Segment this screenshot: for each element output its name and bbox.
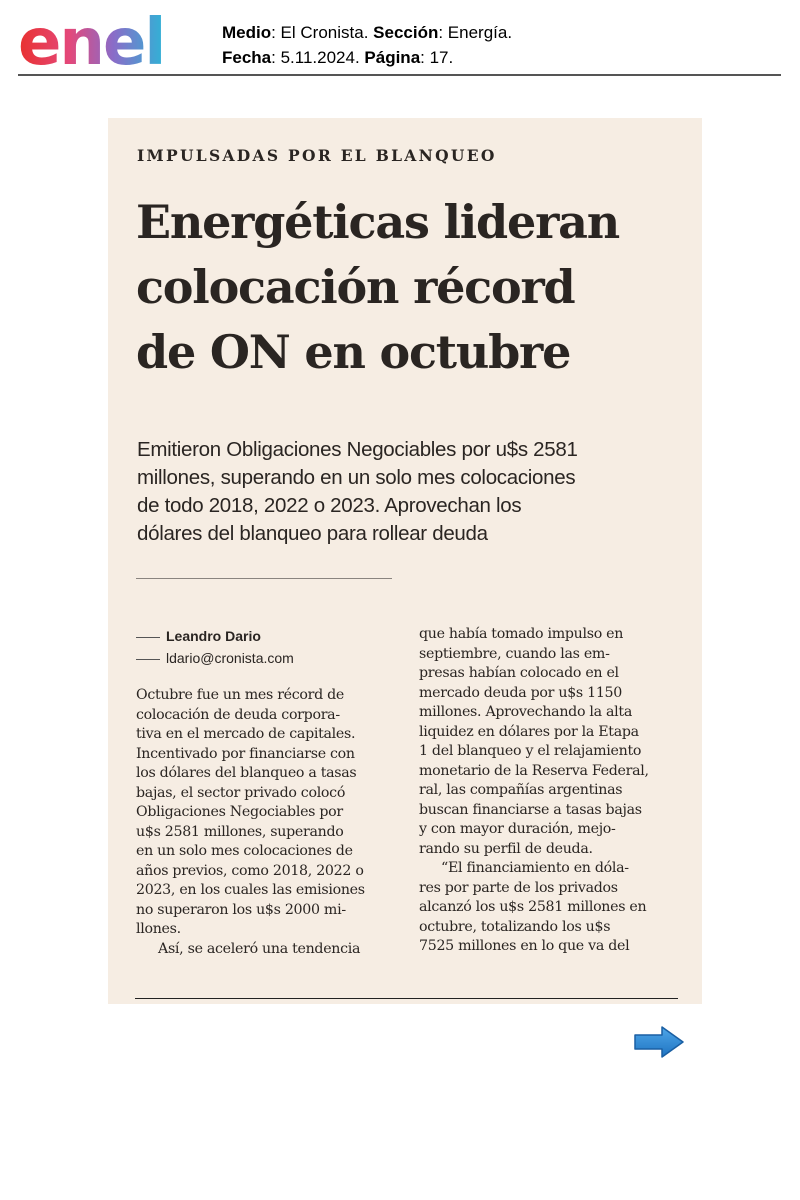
byline-dash	[136, 637, 160, 638]
column-line: Octubre fue un mes récord de	[136, 687, 345, 703]
column-line: Incentivado por financiarse con	[136, 745, 355, 762]
fecha-label: Fecha	[222, 48, 272, 67]
meta-line-1	[222, 20, 512, 45]
header-divider	[18, 74, 781, 76]
column-line: millones. Aprovechando la alta	[419, 704, 632, 720]
pagina-label: Página	[364, 48, 421, 67]
article-column-2	[419, 625, 681, 957]
author-email: ldario@cronista.com	[166, 650, 294, 666]
column-line: liquidez en dólares por la Etapa	[419, 723, 639, 740]
pagina-value: : 17.	[420, 48, 454, 67]
column-line: mercado deuda por u$s 1150	[419, 684, 623, 701]
byline	[136, 628, 294, 672]
headline-line: de ON en octubre	[136, 325, 571, 379]
column-line: ral, las compañías argentinas	[419, 782, 623, 798]
meta-line-2	[222, 45, 512, 70]
deck-line: dólares del blanqueo para rollear deuda	[137, 522, 488, 545]
seccion-value: : Energía.	[438, 23, 513, 42]
headline-line: colocación récord	[136, 260, 575, 314]
column-line: “El financiamiento en dóla-	[441, 860, 629, 876]
column-line: bajas, el sector privado colocó	[136, 784, 346, 801]
column-line: monetario de la Reserva Federal,	[419, 762, 649, 779]
column-line: llones.	[136, 921, 181, 937]
column-line: que había tomado impulso en	[419, 626, 624, 642]
column-line: años previos, como 2018, 2022 o	[136, 862, 364, 879]
deck-line: Emitieron Obligaciones Negociables por u$s 2581	[137, 438, 578, 461]
column-line: buscan financiarse a tasas bajas	[419, 801, 642, 818]
article-deck	[137, 436, 677, 548]
clipping-bottom-rule	[135, 998, 678, 999]
medio-value: : El Cronista.	[271, 23, 374, 42]
document-meta	[222, 20, 512, 70]
deck-divider	[136, 578, 392, 579]
column-line: alcanzó los u$s 2581 millones en	[419, 899, 647, 915]
right-arrow-icon[interactable]	[632, 1024, 686, 1060]
column-line: res por parte de los privados	[419, 879, 618, 896]
enel-logo-icon	[18, 8, 190, 70]
column-line: 1 del blanqueo y el relajamiento	[419, 743, 642, 759]
column-line: octubre, totalizando los u$s	[419, 918, 611, 935]
column-line: Obligaciones Negociables por	[136, 804, 343, 820]
seccion-label: Sección	[373, 23, 439, 42]
medio-label: Medio	[222, 23, 272, 42]
column-line: 7525 millones en lo que va del	[419, 938, 630, 954]
author-name: Leandro Dario	[166, 628, 261, 644]
news-clipping	[108, 118, 702, 1004]
column-line: en un solo mes colocaciones de	[136, 843, 353, 859]
byline-dash	[136, 659, 160, 660]
logo-wordmark: enel	[18, 8, 165, 70]
column-line: 2023, en los cuales las emisiones	[136, 882, 365, 898]
column-line: los dólares del blanqueo a tasas	[136, 765, 357, 781]
article-kicker: IMPULSADAS POR EL BLANQUEO	[137, 146, 497, 165]
column-line: colocación de deuda corpora-	[136, 706, 340, 723]
column-line: tiva en el mercado de capitales.	[136, 726, 356, 742]
headline-line: Energéticas lideran	[136, 195, 619, 249]
column-line: no superaron los u$s 2000 mi-	[136, 901, 346, 918]
column-line: y con mayor duración, mejo-	[419, 821, 616, 837]
column-line: presas habían colocado en el	[419, 665, 619, 681]
column-line: rando su perfil de deuda.	[419, 840, 593, 857]
column-line: septiembre, cuando las em-	[419, 645, 610, 662]
article-column-1	[136, 686, 394, 959]
deck-line: millones, superando en un solo mes colocaciones	[137, 466, 576, 489]
column-line: Así, se aceleró una tendencia	[158, 940, 361, 957]
deck-line: de todo 2018, 2022 o 2023. Aprovechan los	[137, 494, 522, 517]
article-headline	[136, 190, 696, 385]
column-line: u$s 2581 millones, superando	[136, 823, 344, 840]
fecha-value: : 5.11.2024.	[271, 48, 365, 67]
